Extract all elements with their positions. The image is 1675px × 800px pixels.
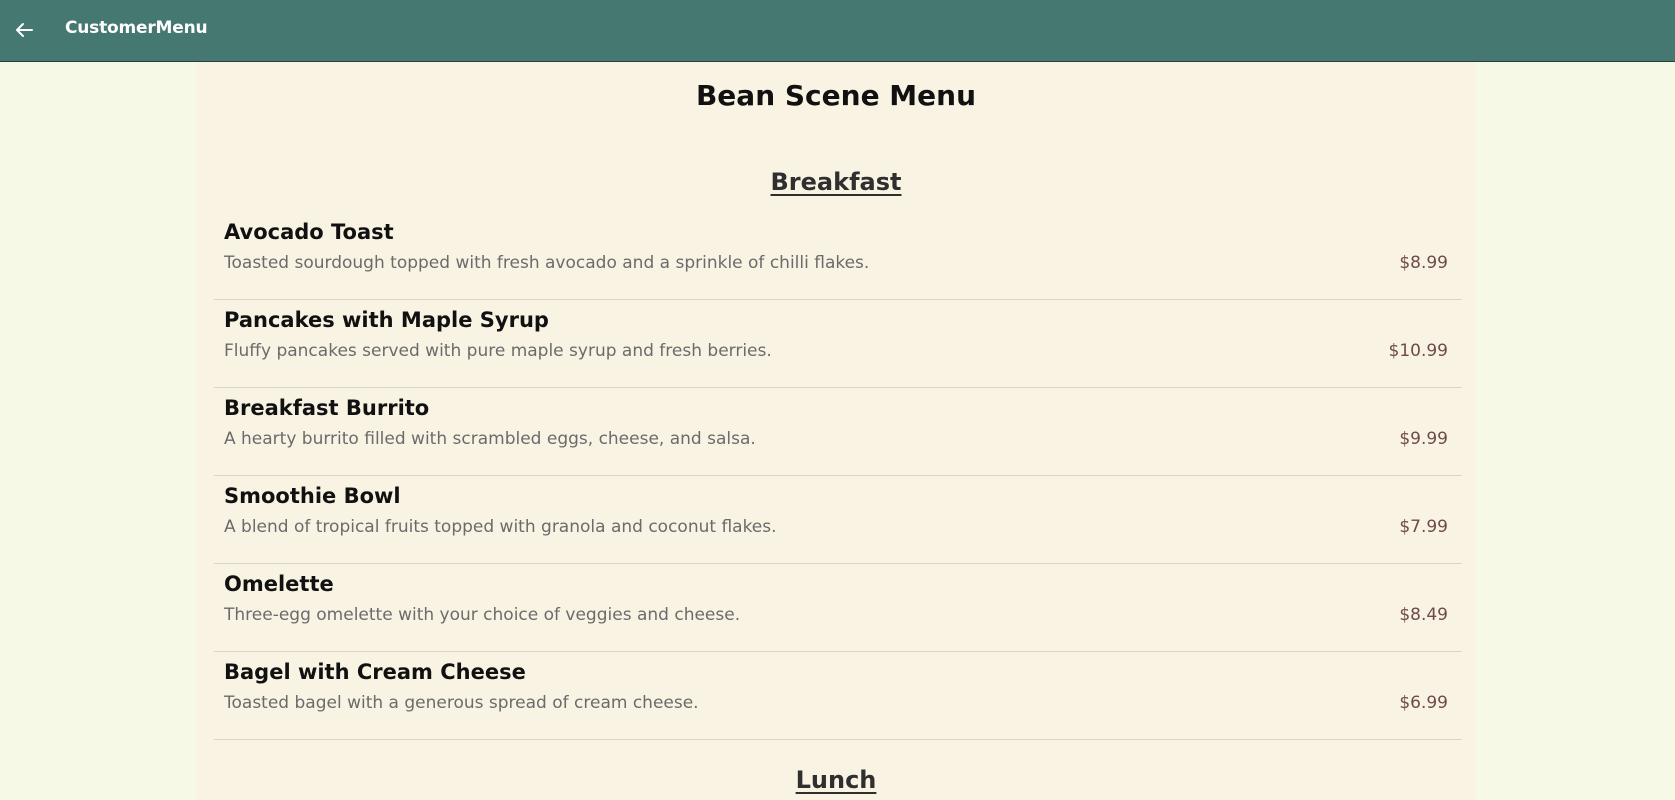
menu-item[interactable] xyxy=(214,652,1462,740)
item-price: $6.99 xyxy=(1399,693,1448,713)
breakfast-items-list xyxy=(214,212,1462,740)
item-price: $9.99 xyxy=(1399,429,1448,449)
app-title: CustomerMenu xyxy=(65,18,208,38)
menu-item[interactable] xyxy=(214,212,1462,300)
menu-panel[interactable] xyxy=(196,62,1476,800)
menu-item[interactable] xyxy=(214,300,1462,388)
item-description: A hearty burrito filled with scrambled eggs, cheese, and salsa. xyxy=(224,429,756,449)
item-name: Smoothie Bowl xyxy=(224,484,401,508)
item-description: Toasted sourdough topped with fresh avocado and a sprinkle of chilli flakes. xyxy=(224,253,870,273)
item-price: $7.99 xyxy=(1399,517,1448,537)
back-button[interactable] xyxy=(10,16,38,44)
item-description: Fluffy pancakes served with pure maple syrup and fresh berries. xyxy=(224,341,772,361)
item-price: $8.49 xyxy=(1399,605,1448,625)
menu-item[interactable] xyxy=(214,564,1462,652)
item-name: Bagel with Cream Cheese xyxy=(224,660,526,684)
section-title-lunch: Lunch xyxy=(795,766,877,794)
item-name: Breakfast Burrito xyxy=(224,396,430,420)
item-price: $10.99 xyxy=(1388,341,1448,361)
arrow-left-icon xyxy=(10,16,38,44)
item-price: $8.99 xyxy=(1399,253,1448,273)
item-description: Toasted bagel with a generous spread of cream cheese. xyxy=(224,693,699,713)
item-description: A blend of tropical fruits topped with granola and coconut flakes. xyxy=(224,517,777,537)
item-name: Omelette xyxy=(224,572,334,596)
item-name: Pancakes with Maple Syrup xyxy=(224,308,549,332)
menu-item[interactable] xyxy=(214,388,1462,476)
section-title-breakfast: Breakfast xyxy=(770,168,902,196)
page-title: Bean Scene Menu xyxy=(695,79,977,112)
menu-item[interactable] xyxy=(214,476,1462,564)
item-description: Three-egg omelette with your choice of veggies and cheese. xyxy=(224,605,741,625)
item-name: Avocado Toast xyxy=(224,220,394,244)
app-header xyxy=(0,0,1675,62)
